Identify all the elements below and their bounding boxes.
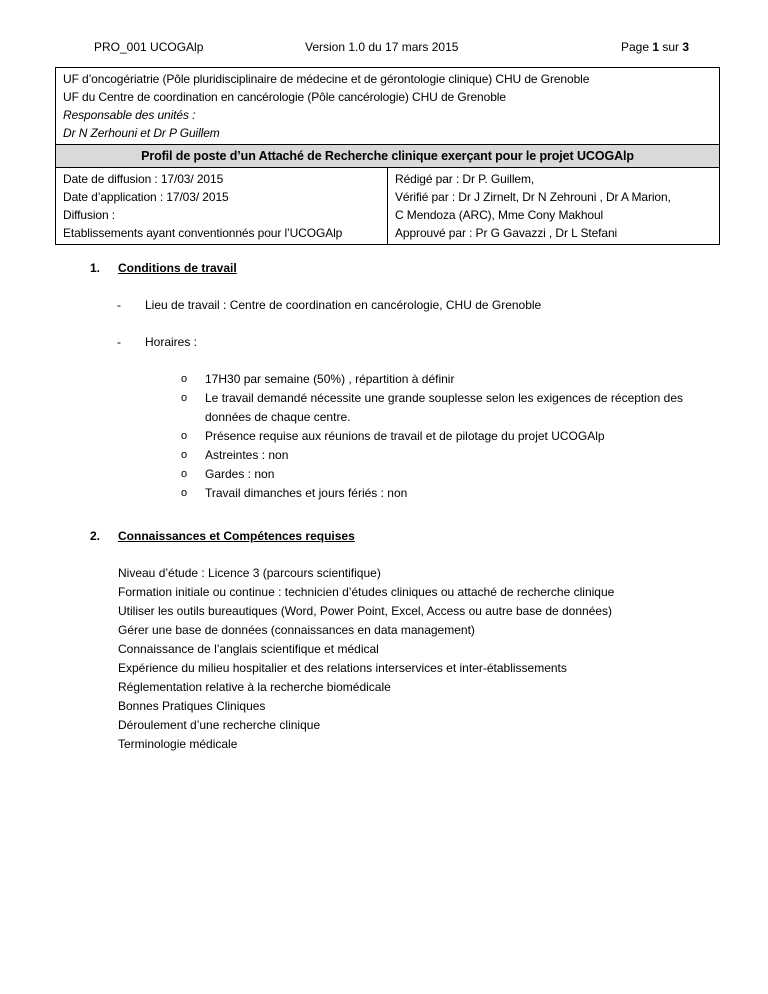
page-indicator — [621, 38, 689, 57]
body-line: Déroulement d’une recherche clinique — [118, 718, 321, 732]
list-item — [117, 296, 720, 315]
body-line: Terminologie médicale — [118, 737, 238, 751]
meta-line: Diffusion : — [63, 208, 116, 222]
responsable-names: Dr N Zerhouni et Dr P Guillem — [63, 126, 220, 140]
meta-line: Rédigé par : Dr P. Guillem, — [395, 172, 535, 186]
body-line: Gérer une base de données (connaissances en data management) — [118, 623, 475, 637]
document-title: Profil de poste d’un Attaché de Recherche clinique exerçant pour le projet UCOGAlp — [56, 145, 720, 168]
dash-bullet-marker: - — [117, 298, 121, 312]
document-info-table — [55, 67, 720, 245]
body-line: Expérience du milieu hospitalier et des relations interservices et inter-établissements — [118, 661, 567, 675]
list-item — [181, 465, 720, 484]
list-item-text: Horaires : — [145, 335, 198, 349]
meta-line: Vérifié par : Dr J Zirnelt, Dr N Zehrouni , Dr A Marion, — [395, 190, 671, 204]
title-row — [56, 145, 720, 168]
body-line: Utiliser les outils bureautiques (Word, Power Point, Excel, Access ou autre base de données) — [118, 604, 613, 618]
list-item — [181, 446, 720, 465]
meta-line: Etablissements ayant conventionnés pour l’UCOGAlp — [63, 226, 343, 240]
circle-bullet-marker: o — [181, 487, 188, 499]
unit-line: UF du Centre de coordination en cancérologie (Pôle cancérologie) CHU de Grenoble — [63, 90, 506, 104]
list-item-text: Gardes : non — [205, 467, 275, 481]
dash-bullet-marker: - — [117, 335, 121, 349]
page-word: Page — [621, 40, 653, 54]
section-1-heading — [90, 259, 720, 278]
body-line: Connaissance de l’anglais scientifique et médical — [118, 642, 379, 656]
body-line: Bonnes Pratiques Cliniques — [118, 699, 266, 713]
meta-right-cell — [388, 168, 720, 245]
unit-line: UF d’oncogériatrie (Pôle pluridisciplinaire de médecine et de gérontologie clinique) CHU de Grenoble — [63, 72, 590, 86]
body-line: Formation initiale ou continue : technicien d’études cliniques ou attaché de recherche clinique — [118, 585, 615, 599]
section-1-number: 1. — [90, 261, 101, 275]
section-2-heading — [90, 527, 720, 546]
circle-bullet-marker: o — [181, 392, 188, 404]
list-item-text: Présence requise aux réunions de travail et de pilotage du projet UCOGAlp — [205, 429, 605, 443]
circle-bullet-marker: o — [181, 468, 188, 480]
meta-line: C Mendoza (ARC), Mme Cony Makhoul — [395, 208, 604, 222]
list-item-text: Lieu de travail : Centre de coordination en cancérologie, CHU de Grenoble — [145, 298, 542, 312]
doc-version: Version 1.0 du 17 mars 2015 — [305, 40, 459, 54]
list-item — [181, 389, 720, 427]
circle-bullet-marker: o — [181, 430, 188, 442]
list-item — [181, 484, 720, 503]
body-line: Réglementation relative à la recherche biomédicale — [118, 680, 391, 694]
list-item — [181, 427, 720, 446]
section-2-title: Connaissances et Compétences requises — [118, 529, 355, 543]
circle-bullet-marker: o — [181, 449, 188, 461]
body-line: Niveau d’étude : Licence 3 (parcours scientifique) — [118, 566, 381, 580]
list-item-text: Travail dimanches et jours fériés : non — [205, 486, 408, 500]
list-item-text: Le travail demandé nécessite une grande souplesse selon les exigences de réception des données de chaque centre. — [205, 391, 683, 424]
meta-line: Date d’application : 17/03/ 2015 — [63, 190, 229, 204]
meta-row — [56, 168, 720, 245]
doc-reference: PRO_001 UCOGAlp — [94, 40, 204, 54]
units-cell — [56, 68, 720, 145]
meta-line: Approuvé par : Pr G Gavazzi , Dr L Stefani — [395, 226, 618, 240]
circle-bullet-marker: o — [181, 373, 188, 385]
units-row — [56, 68, 720, 145]
page-header — [0, 38, 768, 57]
list-item — [117, 333, 720, 352]
section-1-title: Conditions de travail — [118, 261, 237, 275]
sub-bullet-list — [181, 370, 720, 503]
section-2-number: 2. — [90, 529, 101, 543]
responsable-label: Responsable des unités : — [63, 108, 196, 122]
section-2-body — [118, 564, 720, 754]
page-current: 1 — [652, 40, 660, 54]
meta-left-cell — [56, 168, 388, 245]
meta-line: Date de diffusion : 17/03/ 2015 — [63, 172, 224, 186]
list-item — [181, 370, 720, 389]
document-body — [55, 67, 720, 754]
page-separator: sur — [659, 40, 683, 54]
page-total: 3 — [682, 40, 690, 54]
list-item-text: 17H30 par semaine (50%) , répartition à définir — [205, 372, 455, 386]
list-item-text: Astreintes : non — [205, 448, 289, 462]
